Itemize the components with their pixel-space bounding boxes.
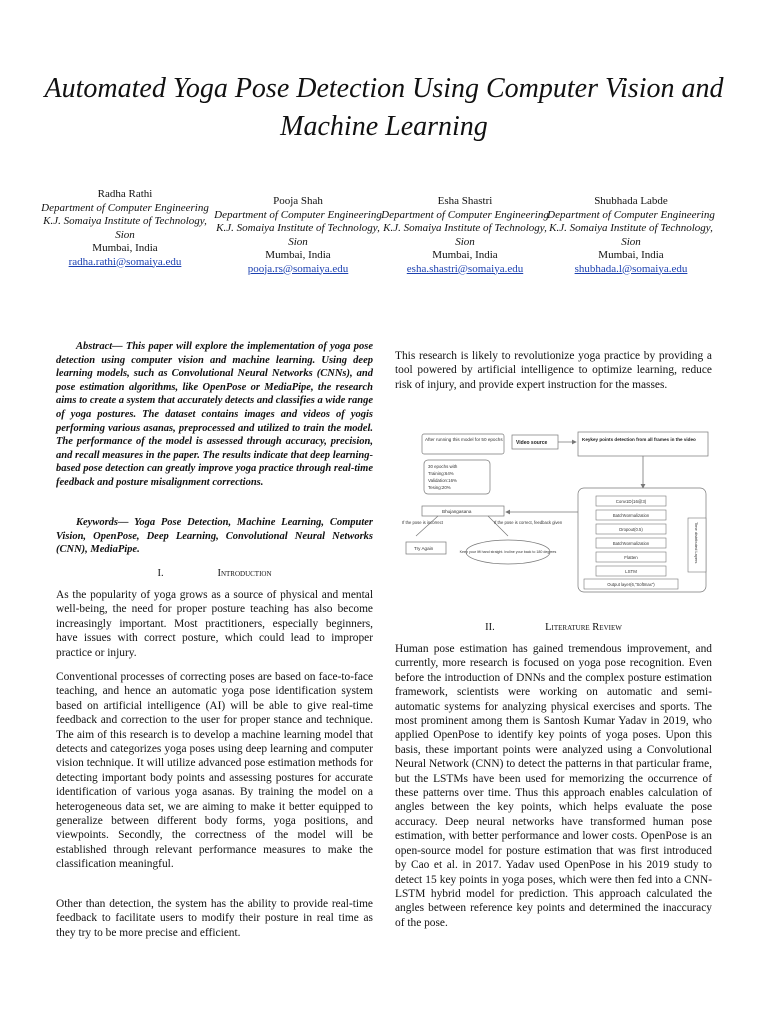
author-city: Mumbai, India — [432, 249, 498, 261]
keywords-label: Keywords— — [76, 517, 129, 528]
author-name: Shubhada Labde — [594, 195, 668, 207]
author-email-link[interactable]: radha.rathi@somaiya.edu — [68, 255, 182, 268]
feedback-text: Keep your lift hand straight. Incline your back to 180 degrees — [459, 550, 557, 554]
epochs-text: 30 epochs with — [428, 464, 458, 469]
keypoints-text: Keykey points detection from all frames in the video — [582, 437, 696, 442]
keywords — [56, 516, 373, 557]
author-inst: K.J. Somaiya Institute of Technology, Sion — [43, 215, 207, 241]
author-email-link[interactable]: pooja.rs@somaiya.edu — [247, 262, 349, 275]
figure-diagram — [398, 426, 714, 596]
time-distributed-text: Time distributed Layers — [694, 522, 699, 564]
author-block-3 — [380, 195, 550, 276]
abstract-label: Abstract— — [76, 341, 123, 352]
author-dept: Department of Computer Engineering — [41, 201, 209, 214]
dropout-layer-text: Dropout(0.5) — [619, 527, 643, 532]
author-block-4 — [546, 195, 716, 276]
author-name: Pooja Shah — [273, 195, 323, 207]
flatten-layer-text: Flatten — [624, 555, 638, 560]
author-block-2 — [213, 195, 383, 276]
author-name: Esha Shastri — [437, 195, 493, 207]
lstm-layer-text: LSTM — [625, 569, 637, 574]
conv-layer-text: Conv1D(16@3) — [615, 499, 647, 504]
training-text: Training:64% — [428, 471, 454, 476]
keypoints-box — [578, 432, 708, 456]
batchnorm-1-text: BatchNormalization — [612, 513, 650, 518]
section-title: Introduction — [217, 568, 272, 579]
correct-text: If the pose is correct, feedback given — [494, 520, 563, 525]
author-city: Mumbai, India — [598, 249, 664, 261]
validation-text: Validation:16% — [428, 478, 457, 483]
keywords-text: Yoga Pose Detection, Machine Learning, Computer Vision, OpenPose, Deep Learning, Convolutional Neural Networks (CNN), MediaPipe. — [56, 517, 373, 556]
literature-paragraph: Human pose estimation has gained tremendous improvement, and currently, more research is focused on yoga pose recognition. Even before the introduction of DNNs and the complex posture estimation framework, scientists were working on automatic and semi-automatic systems for analyzing physical exercises and sports. The most prominent among them is Santosh Kumar Yadav in 2019, who applied OpenPose to identify key points of yoga poses. Upon this basis, these important points were analyzed using a Convolutional Neural Network (CNN) to detect the patterns in that particular frame, but the LSTMs have been used for memorizing the occurrence of these patterns over time. Thus this approach enables calculation of angles between the key points, which helps evaluate the pose accuracy. Deep neural networks have transformed human pose estimation, with better performance and lower costs. OpenPose is an open-source model for posture estimation that was first introduced by Cao et al. in 2017. Yadav used OpenPose in his 2019 study to detect 15 key points in yoga poses, which were then fed into a CNN-LSTM hybrid model for prediction. This approach calculated the angles between reference key points and determined the inaccuracy of the pose. — [395, 643, 712, 929]
section-number: II. — [485, 622, 495, 633]
branch-line-incorrect — [416, 516, 438, 536]
author-email-link[interactable]: shubhada.l@somaiya.edu — [574, 262, 688, 275]
author-inst: K.J. Somaiya Institute of Technology, Sion — [216, 222, 380, 248]
author-dept: Department of Computer Engineering — [547, 208, 715, 221]
section-heading-introduction — [56, 568, 373, 579]
bhujangasana-text: Bhujangasana — [442, 509, 472, 514]
author-dept: Department of Computer Engineering — [214, 208, 382, 221]
intro-paragraph-3: Other than detection, the system has the ability to provide real-time feedback to facilitate users to modify their posture in real time as they try to be more precise and efficient. — [56, 898, 373, 939]
abstract-text: This paper will explore the implementation of yoga pose detection using computer vision and machine learning. Using deep learning models, such as Convolutional Neural Networks (CNNs), and pose estimation algorithms, like OpenPose or MediaPipe, the research aims to create a system that accurately detects and classifies a wide range of yoga postures. The dataset contains images and videos of yogis performing various asanas, preprocessed and utilized to train the model. The performance of the model is assessed through accuracy, precision, and recall measures in the paper. The results indicate that deep learning-based pose detection can greatly improve yoga practice through real-time feedback and posture misalignment corrections. — [56, 341, 373, 488]
model-architecture-figure — [398, 426, 714, 596]
intro-paragraph-4: This research is likely to revolutionize yoga practice by providing a tool powered by artificial intelligence to optimize learning, reduce risk of injury, and provide expert instruction for the masses. — [395, 350, 712, 391]
author-inst: K.J. Somaiya Institute of Technology, Sion — [549, 222, 713, 248]
author-name: Radha Rathi — [97, 188, 153, 200]
author-inst: K.J. Somaiya Institute of Technology, Sion — [383, 222, 547, 248]
output-layer-text: Output layer(6,"Softmax") — [607, 582, 655, 587]
author-block-1 — [40, 188, 210, 269]
incorrect-text: If the pose is incorrect — [402, 520, 443, 525]
author-email-link[interactable]: esha.shastri@somaiya.edu — [406, 262, 524, 275]
batchnorm-2-text: BatchNormalization — [612, 541, 650, 546]
section-heading-literature-review — [395, 622, 712, 633]
testing-text: Tesing:20% — [428, 485, 451, 490]
video-source-text: Video source — [516, 440, 548, 446]
author-city: Mumbai, India — [265, 249, 331, 261]
author-dept: Department of Computer Engineering — [381, 208, 549, 221]
try-again-text: Try Again — [414, 546, 434, 551]
branch-line-correct — [488, 516, 508, 536]
after-running-text: After running this model for 50 epochs — [425, 437, 503, 442]
intro-paragraph-2: Conventional processes of correcting poses are based on face-to-face teaching, and hence an automatic yoga pose identification system based on artificial intelligence (AI) will be able to give real-time feedback and correction to the user for proper stance and technique. The aim of this research is to develop a machine learning model that detects and categorizes yoga poses using deep learning and computer vision technique. It will utilize advanced pose estimation methods for detecting important body points and assessing postures for accurate identification of various yoga asanas. By training the model on a heterogeneous data set, we are aiming to make it better equipped to generalize between different body forms, yoga positions, and viewpoints. Secondly, the correctness of the model will be established through relevant performance measures to make the classification meaningful. — [56, 671, 373, 871]
section-title: Literature Review — [545, 622, 622, 633]
author-city: Mumbai, India — [92, 242, 158, 254]
paper-title: Automated Yoga Pose Detection Using Computer Vision and Machine Learning — [44, 73, 724, 142]
intro-paragraph-1: As the popularity of yoga grows as a source of physical and mental well-being, the need for proper posture teaching has also become increasingly important. Most practitioners, especially beginners, have issues with correct posture, which could lead to improper practice or injury. — [56, 589, 373, 659]
abstract — [56, 340, 373, 490]
section-number: I. — [157, 568, 164, 579]
